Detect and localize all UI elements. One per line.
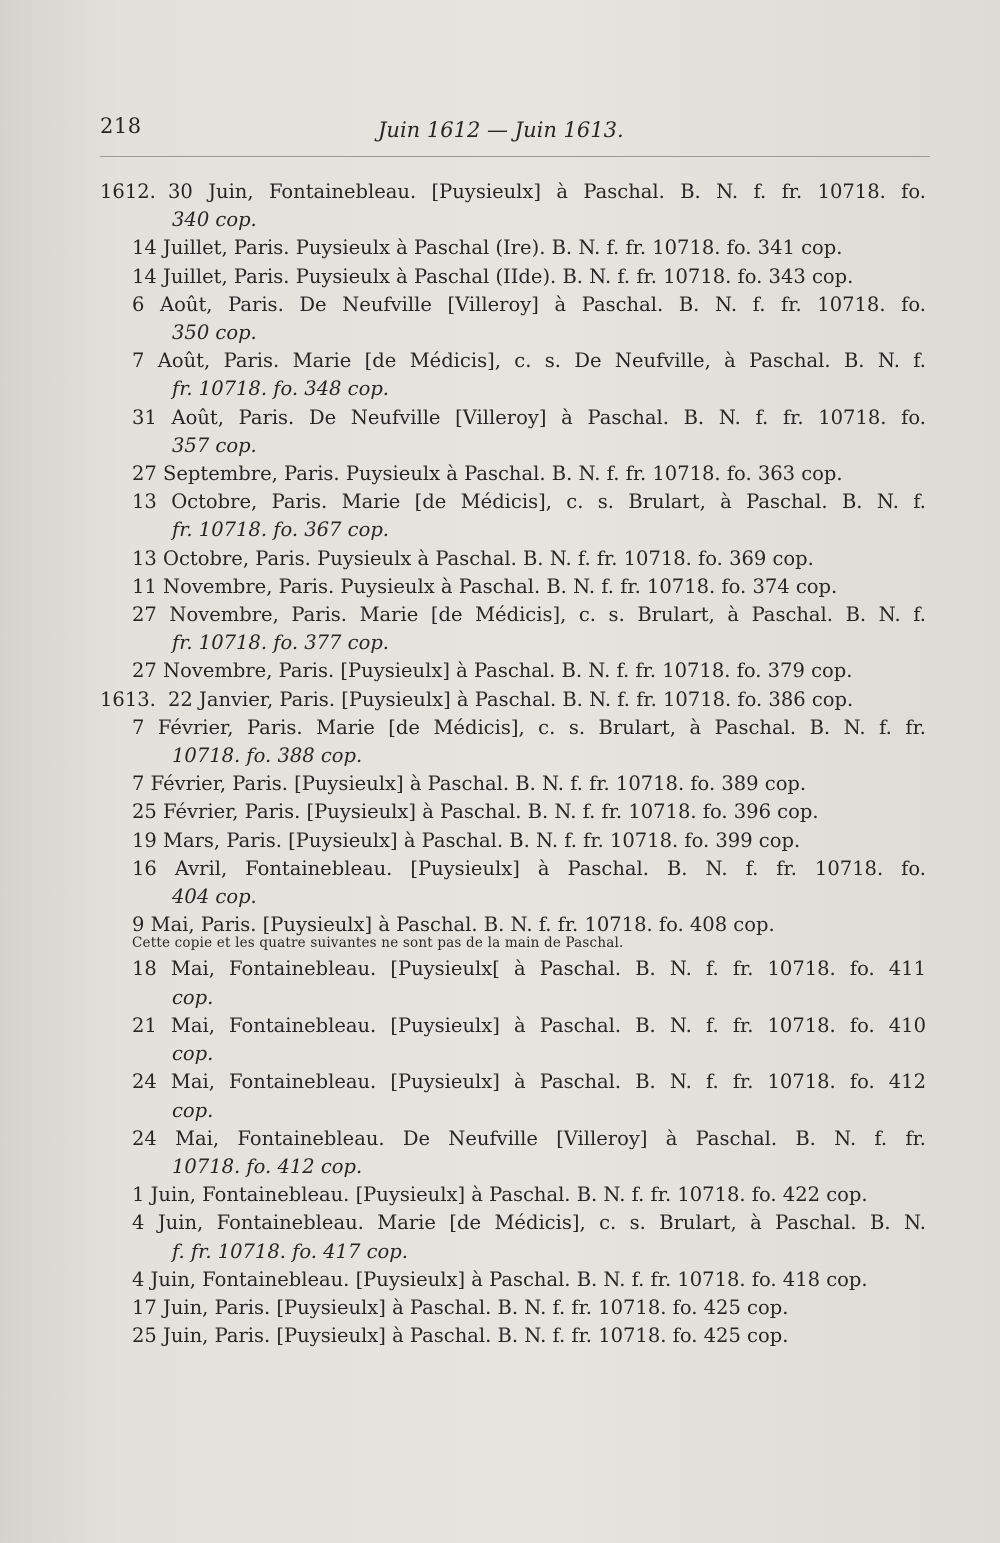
entry-text: 14 Juillet, Paris. Puysieulx à Paschal (IIde). B. N. f. fr. 10718. fo. 343 cop. bbox=[132, 264, 854, 288]
entry-continuation: 357 cop. bbox=[172, 433, 257, 457]
letter-entry bbox=[100, 955, 926, 1011]
entry-continuation: fr. 10718. fo. 348 cop. bbox=[172, 377, 389, 401]
entry-text: 25 Février, Paris. [Puysieulx] à Paschal. B. N. f. fr. 10718. fo. 396 cop. bbox=[132, 800, 819, 824]
letter-entry bbox=[100, 545, 926, 573]
letter-entry bbox=[100, 1125, 926, 1181]
entry-continuation: cop. bbox=[172, 1098, 214, 1122]
page-number: 218 bbox=[100, 114, 142, 138]
entry-text: 27 Septembre, Paris. Puysieulx à Paschal. B. N. f. fr. 10718. fo. 363 cop. bbox=[132, 462, 843, 486]
letter-list bbox=[100, 178, 926, 1350]
letter-entry bbox=[100, 1181, 926, 1209]
letter-entry bbox=[100, 573, 926, 601]
entry-continuation: 404 cop. bbox=[172, 885, 257, 909]
letter-entry bbox=[100, 1266, 926, 1294]
entry-text: 7 Février, Paris. Marie [de Médicis], c. s. Brulart, à Paschal. B. N. f. fr. bbox=[132, 715, 926, 739]
letter-entry bbox=[100, 601, 926, 657]
entry-text: 17 Juin, Paris. [Puysieulx] à Paschal. B. N. f. fr. 10718. fo. 425 cop. bbox=[132, 1295, 789, 1319]
letter-entry bbox=[100, 1012, 926, 1068]
letter-entry bbox=[100, 291, 926, 347]
entry-text: 13 Octobre, Paris. Puysieulx à Paschal. B. N. f. fr. 10718. fo. 369 cop. bbox=[132, 546, 814, 570]
entry-text: 7 Août, Paris. Marie [de Médicis], c. s. De Neufville, à Paschal. B. N. f. bbox=[132, 349, 926, 373]
letter-entry bbox=[100, 1322, 926, 1350]
entry-continuation: 10718. fo. 412 cop. bbox=[172, 1154, 363, 1178]
entry-continuation: 10718. fo. 388 cop. bbox=[172, 744, 363, 768]
entry-text: 24 Mai, Fontainebleau. [Puysieulx] à Paschal. B. N. f. fr. 10718. fo. 412 bbox=[132, 1070, 926, 1094]
entry-text: 25 Juin, Paris. [Puysieulx] à Paschal. B. N. f. fr. 10718. fo. 425 cop. bbox=[132, 1324, 789, 1348]
entry-text: 31 Août, Paris. De Neufville [Villeroy] à Paschal. B. N. f. fr. 10718. fo. bbox=[132, 405, 926, 429]
letter-entry bbox=[100, 404, 926, 460]
letter-entry bbox=[100, 798, 926, 826]
running-title: Juin 1612 — Juin 1613. bbox=[378, 118, 624, 142]
entry-text: 4 Juin, Fontainebleau. Marie [de Médicis], c. s. Brulart, à Paschal. B. N. bbox=[132, 1211, 926, 1235]
entry-text: 16 Avril, Fontainebleau. [Puysieulx] à Paschal. B. N. f. fr. 10718. fo. bbox=[132, 856, 926, 880]
entry-text: 21 Mai, Fontainebleau. [Puysieulx] à Paschal. B. N. f. fr. 10718. fo. 410 bbox=[132, 1013, 926, 1037]
entry-continuation: f. fr. 10718. fo. 417 cop. bbox=[172, 1239, 408, 1263]
entry-text: 18 Mai, Fontainebleau. [Puysieulx[ à Paschal. B. N. f. fr. 10718. fo. 411 bbox=[132, 957, 926, 981]
entry-continuation: cop. bbox=[172, 985, 214, 1009]
entry-continuation: cop. bbox=[172, 1042, 214, 1066]
entry-continuation: 350 cop. bbox=[172, 321, 257, 345]
letter-entry bbox=[100, 827, 926, 855]
entry-continuation: 340 cop. bbox=[172, 208, 257, 232]
page-header bbox=[100, 114, 925, 148]
entry-text: 9 Mai, Paris. [Puysieulx] à Paschal. B. N. f. fr. 10718. fo. 408 cop. bbox=[132, 913, 775, 937]
entry-text: 11 Novembre, Paris. Puysieulx à Paschal. B. N. f. fr. 10718. fo. 374 cop. bbox=[132, 574, 838, 598]
entry-continuation: fr. 10718. fo. 377 cop. bbox=[172, 631, 389, 655]
entry-text: 30 Juin, Fontainebleau. [Puysieulx] à Paschal. B. N. f. fr. 10718. fo. bbox=[168, 180, 926, 203]
letter-entry bbox=[100, 657, 926, 685]
entry-text: 24 Mai, Fontainebleau. De Neufville [Villeroy] à Paschal. B. N. f. fr. bbox=[132, 1126, 926, 1150]
letter-entry bbox=[100, 1209, 926, 1265]
letter-entry bbox=[100, 347, 926, 403]
entry-text: 19 Mars, Paris. [Puysieulx] à Paschal. B. N. f. fr. 10718. fo. 399 cop. bbox=[132, 828, 801, 852]
entry-text: 1 Juin, Fontainebleau. [Puysieulx] à Paschal. B. N. f. fr. 10718. fo. 422 cop. bbox=[132, 1183, 868, 1207]
letter-entry bbox=[100, 911, 926, 939]
entry-text: 13 Octobre, Paris. Marie [de Médicis], c. s. Brulart, à Paschal. B. N. f. bbox=[132, 490, 926, 514]
letter-entry bbox=[100, 1068, 926, 1124]
editorial-note: Cette copie et les quatre suivantes ne sont pas de la main de Paschal. bbox=[132, 935, 624, 952]
entry-text: 7 Février, Paris. [Puysieulx] à Paschal. B. N. f. fr. 10718. fo. 389 cop. bbox=[132, 772, 807, 796]
letter-entry bbox=[100, 770, 926, 798]
entry-text: 14 Juillet, Paris. Puysieulx à Paschal (Ire). B. N. f. fr. 10718. fo. 341 cop. bbox=[132, 236, 843, 260]
letter-entry bbox=[100, 488, 926, 544]
letter-entry bbox=[100, 855, 926, 911]
letter-entry bbox=[100, 460, 926, 488]
entry-text: 4 Juin, Fontainebleau. [Puysieulx] à Paschal. B. N. f. fr. 10718. fo. 418 cop. bbox=[132, 1267, 868, 1291]
header-rule bbox=[100, 156, 930, 157]
entry-text: 6 Août, Paris. De Neufville [Villeroy] à Paschal. B. N. f. fr. 10718. fo. bbox=[132, 292, 926, 316]
letter-entry bbox=[100, 1294, 926, 1322]
letter-entry bbox=[100, 234, 926, 262]
entry-year: 1613. bbox=[100, 687, 156, 711]
entry-text: 22 Janvier, Paris. [Puysieulx] à Paschal. B. N. f. fr. 10718. fo. 386 cop. bbox=[168, 687, 854, 711]
letter-entry bbox=[100, 263, 926, 291]
letter-entry bbox=[100, 686, 926, 714]
letter-entry bbox=[100, 178, 926, 234]
entry-year: 1612. bbox=[100, 180, 156, 203]
entry-continuation: fr. 10718. fo. 367 cop. bbox=[172, 518, 389, 542]
letter-entry bbox=[100, 714, 926, 770]
entry-text: 27 Novembre, Paris. Marie [de Médicis], c. s. Brulart, à Paschal. B. N. f. bbox=[132, 603, 926, 627]
entry-text: 27 Novembre, Paris. [Puysieulx] à Paschal. B. N. f. fr. 10718. fo. 379 cop. bbox=[132, 659, 853, 683]
